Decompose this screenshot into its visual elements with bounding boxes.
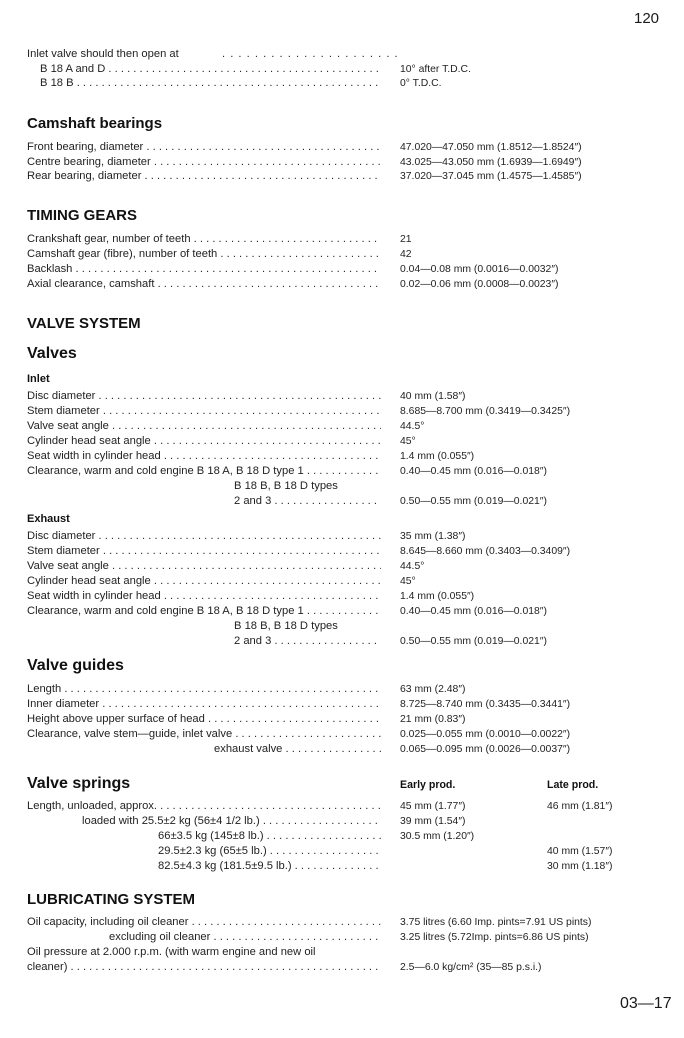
camshaft-bearings-heading: Camshaft bearings [27,115,163,132]
guide-height-value: 21 mm (0.83″) [400,714,466,725]
spring-load4-label: 82.5±4.3 kg (181.5±9.5 lb.) . . . [158,860,381,873]
oil-pressure-label: Oil pressure at 2.000 r.p.m. (with warm engine and new oil [27,946,316,958]
inlet-disc-value: 40 mm (1.58″) [400,391,466,402]
guide-length-label: Length . . . [27,683,381,696]
guide-clearance-exhaust-label: exhaust valve . . . [214,743,381,756]
front-bearing-label: Front bearing, diameter . . . [27,141,381,154]
page-number: 120 [634,10,660,27]
lubricating-system-heading: LUBRICATING SYSTEM [27,891,196,908]
oil-pressure-label-cont: cleaner) . . . [27,961,381,974]
inlet-disc-label: Disc diameter . . . [27,390,381,403]
inlet-b18b-label: B 18 B . . . [40,77,381,90]
inlet-clearance-label: Clearance, warm and cold engine B 18 A, B 18 D type 1 . . . [27,465,381,478]
oil-capacity-excl-value: 3.25 litres (5.72Imp. pints=6.86 US pints) [400,932,589,943]
camshaft-gear-label: Camshaft gear (fibre), number of teeth . . . [27,248,381,261]
spring-unloaded-late: 46 mm (1.81″) [547,801,613,812]
oil-capacity-excl-label: excluding oil cleaner . . . [109,931,381,944]
inlet-clearance-23-label: 2 and 3 . . . [234,495,381,508]
inlet-seat-width-label: Seat width in cylinder head . . . [27,450,381,463]
inlet-clearance-value: 0.40—0.45 mm (0.016—0.018″) [400,466,547,477]
exhaust-disc-label: Disc diameter . . . [27,530,381,543]
oil-capacity-incl-label: Oil capacity, including oil cleaner . . . [27,916,381,929]
guide-clearance-inlet-value: 0.025—0.055 mm (0.0010—0.0022″) [400,729,571,740]
guide-clearance-exhaust-value: 0.065—0.095 mm (0.0026—0.0037″) [400,744,571,755]
spring-unloaded-early: 45 mm (1.77″) [400,801,466,812]
inlet-clearance-types: B 18 B, B 18 D types [234,480,338,492]
backlash-label: Backlash . . . [27,263,381,276]
rear-bearing-value: 37.020—37.045 mm (1.4575—1.4585″) [400,171,582,182]
exhaust-clearance-23-label: 2 and 3 . . . [234,635,381,648]
spring-load1-early: 39 mm (1.54″) [400,816,466,827]
exhaust-clearance-types: B 18 B, B 18 D types [234,620,338,632]
footer-page-ref: 03—17 [620,995,672,1012]
valve-guides-heading: Valve guides [27,657,124,674]
timing-gears-heading: TIMING GEARS [27,207,138,224]
spring-unloaded-label: Length, unloaded, approx. . . . [27,800,381,813]
inlet-seat-angle-label: Valve seat angle . . . [27,420,381,433]
exhaust-seat-width-value: 1.4 mm (0.055″) [400,591,475,602]
inlet-stem-label: Stem diameter . . . [27,405,381,418]
exhaust-clearance-23-value: 0.50—0.55 mm (0.019—0.021″) [400,636,547,647]
oil-pressure-value: 2.5—6.0 kg/cm² (35—85 p.s.i.) [400,962,542,973]
exhaust-clearance-label: Clearance, warm and cold engine B 18 A, B 18 D type 1 . . . [27,605,381,618]
exhaust-seat-angle-value: 44.5° [400,561,425,572]
exhaust-clearance-value: 0.40—0.45 mm (0.016—0.018″) [400,606,547,617]
rear-bearing-label: Rear bearing, diameter . . . [27,170,381,183]
inlet-open-label: Inlet valve should then open at [27,48,179,60]
inlet-head-angle-value: 45° [400,436,416,447]
backlash-value: 0.04—0.08 mm (0.0016—0.0032″) [400,264,559,275]
late-prod-header: Late prod. [547,779,599,791]
exhaust-seat-angle-label: Valve seat angle . . . [27,560,381,573]
leader-dots: . . . . . . . . . . . . . . . . . . . . . . [222,48,399,60]
exhaust-subheading: Exhaust [27,513,70,525]
exhaust-disc-value: 35 mm (1.38″) [400,531,466,542]
centre-bearing-label: Centre bearing, diameter . . . [27,156,381,169]
inlet-seat-angle-value: 44.5° [400,421,425,432]
spring-load2-label: 66±3.5 kg (145±8 lb.) . . . [158,830,381,843]
inlet-clearance-23-value: 0.50—0.55 mm (0.019—0.021″) [400,496,547,507]
oil-capacity-incl-value: 3.75 litres (6.60 Imp. pints=7.91 US pints) [400,917,592,928]
guide-length-value: 63 mm (2.48″) [400,684,466,695]
guide-height-label: Height above upper surface of head . . . [27,713,381,726]
inlet-stem-value: 8.685—8.700 mm (0.3419—0.3425″) [400,406,571,417]
spring-load3-label: 29.5±2.3 kg (65±5 lb.) . . . [158,845,381,858]
inlet-subheading: Inlet [27,373,50,385]
inlet-head-angle-label: Cylinder head seat angle . . . [27,435,381,448]
exhaust-head-angle-label: Cylinder head seat angle . . . [27,575,381,588]
early-prod-header: Early prod. [400,779,456,791]
spring-load1-label: loaded with 25.5±2 kg (56±4 1/2 lb.) . . . [82,815,381,828]
guide-inner-value: 8.725—8.740 mm (0.3435—0.3441″) [400,699,571,710]
crankshaft-gear-label: Crankshaft gear, number of teeth . . . [27,233,381,246]
inlet-b18b-value: 0° T.D.C. [400,78,442,89]
exhaust-stem-label: Stem diameter . . . [27,545,381,558]
axial-clearance-value: 0.02—0.06 mm (0.0008—0.0023″) [400,279,559,290]
guide-clearance-inlet-label: Clearance, valve stem—guide, inlet valve . . . [27,728,381,741]
valve-springs-heading: Valve springs [27,775,131,792]
inlet-b18ad-label: B 18 A and D . . . [40,63,381,76]
exhaust-seat-width-label: Seat width in cylinder head . . . [27,590,381,603]
crankshaft-gear-value: 21 [400,234,412,245]
inlet-seat-width-value: 1.4 mm (0.055″) [400,451,475,462]
camshaft-gear-value: 42 [400,249,412,260]
valve-system-heading: VALVE SYSTEM [27,315,141,332]
valves-heading: Valves [27,345,77,362]
spring-load4-late: 30 mm (1.18″) [547,861,613,872]
spring-load3-late: 40 mm (1.57″) [547,846,613,857]
inlet-b18ad-value: 10° after T.D.C. [400,64,471,75]
exhaust-head-angle-value: 45° [400,576,416,587]
spring-load2-early: 30.5 mm (1.20″) [400,831,475,842]
axial-clearance-label: Axial clearance, camshaft . . . [27,278,381,291]
front-bearing-value: 47.020—47.050 mm (1.8512—1.8524″) [400,142,582,153]
exhaust-stem-value: 8.645—8.660 mm (0.3403—0.3409″) [400,546,571,557]
guide-inner-label: Inner diameter . . . [27,698,381,711]
centre-bearing-value: 43.025—43.050 mm (1.6939—1.6949″) [400,157,582,168]
